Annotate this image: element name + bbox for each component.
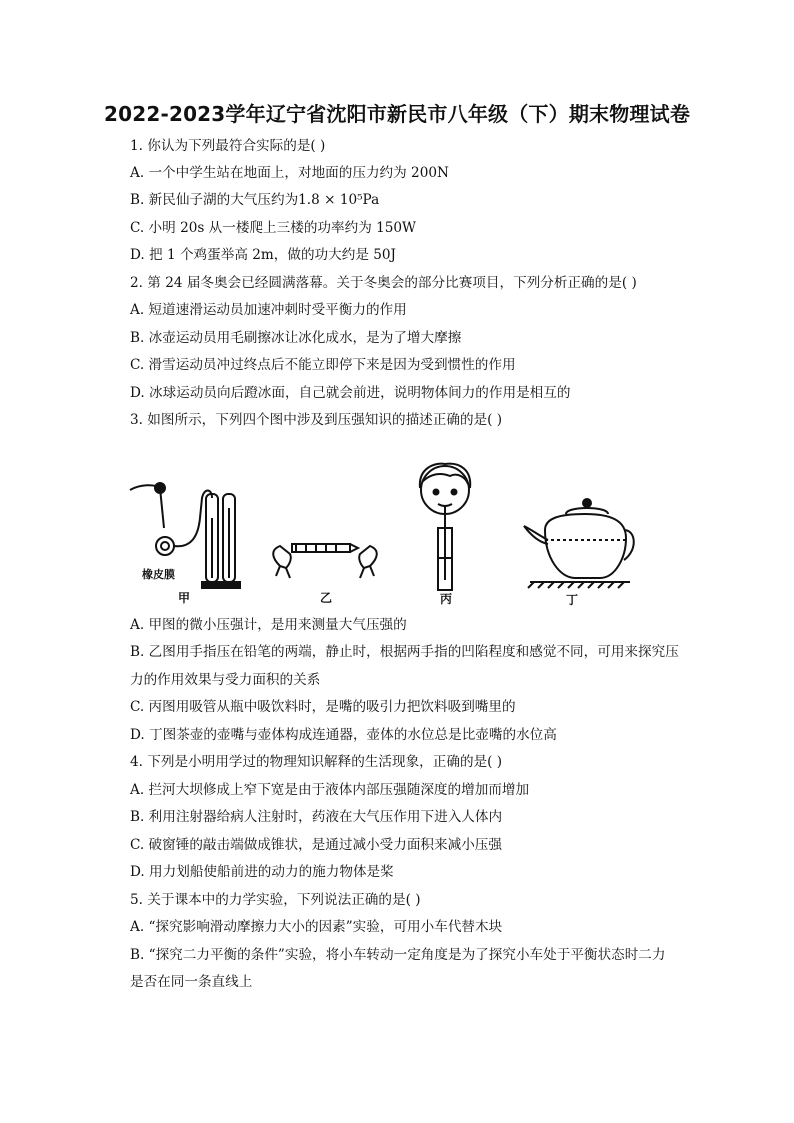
label-bing: 丙 [440, 592, 453, 606]
page-title: 2022-2023学年辽宁省沈阳市新民市八年级（下）期末物理试卷 [103, 102, 691, 126]
q2-option-c: C. 滑雪运动员冲过终点后不能立即停下来是因为受到惯性的作用 [130, 357, 516, 373]
q4-option-b: B. 利用注射器给病人注射时，药液在大气压作用下进入人体内 [130, 809, 503, 825]
q1-option-d: D. 把 1 个鸡蛋举高 2m，做的功大约是 50J [130, 247, 396, 263]
q1-option-a: A. 一个中学生站在地面上，对地面的压力约为 200N [130, 165, 449, 181]
q2-option-d: D. 冰球运动员向后蹬冰面，自己就会前进，说明物体间力的作用是相互的 [130, 385, 571, 401]
q3-option-b: B. 乙图用手指压在铅笔的两端，静止时，根据两手指的凹陷程度和感觉不同，可用来探究压 [130, 644, 679, 660]
q3-option-c: C. 丙图用吸管从瓶中吸饮料时，是嘴的吸引力把饮料吸到嘴里的 [130, 699, 516, 715]
q5-option-b-cont: 是否在同一条直线上 [130, 974, 253, 990]
question-3: 3. 如图所示，下列四个图中涉及到压强知识的描述正确的是( ) [130, 412, 503, 428]
q1-option-b: B. 新民仙子湖的大气压约为1.8 × 10⁵Pa [130, 192, 380, 208]
question-5: 5. 关于课本中的力学实验，下列说法正确的是( ) [130, 892, 421, 908]
q5-option-a: A. “探究影响滑动摩擦力大小的因素”实验，可用小车代替木块 [130, 919, 503, 935]
label-ding: 丁 [566, 593, 579, 607]
question-1: 1. 你认为下列最符合实际的是( ) [130, 138, 326, 154]
q3-option-d: D. 丁图茶壶的壶嘴与壶体构成连通器，壶体的水位总是比壶嘴的水位高 [130, 727, 557, 743]
q4-option-c: C. 破窗锤的敲击端做成锥状，是通过减小受力面积来减小压强 [130, 837, 502, 853]
figure-pressure [120, 458, 640, 608]
q3-option-b-cont: 力的作用效果与受力面积的关系 [130, 672, 321, 688]
label-yi: 乙 [320, 591, 333, 605]
figure-jia [120, 458, 640, 608]
q2-option-a: A. 短道速滑运动员加速冲刺时受平衡力的作用 [130, 302, 407, 318]
label-rubber-membrane: 橡皮膜 [142, 568, 175, 581]
q2-option-b: B. 冰壶运动员用毛刷擦冰让冰化成水，是为了增大摩擦 [130, 330, 462, 346]
question-2: 2. 第 24 届冬奥会已经圆满落幕。关于冬奥会的部分比赛项目，下列分析正确的是( ) [130, 275, 637, 291]
q3-option-a: A. 甲图的微小压强计，是用来测量大气压强的 [130, 617, 407, 633]
q4-option-a: A. 拦河大坝修成上窄下宽是由于液体内部压强随深度的增加而增加 [130, 782, 530, 798]
question-4: 4. 下列是小明用学过的物理知识解释的生活现象，正确的是( ) [130, 754, 503, 770]
label-jia: 甲 [178, 591, 191, 605]
q1-option-c: C. 小明 20s 从一楼爬上三楼的功率约为 150W [130, 220, 417, 236]
q5-option-b: B. “探究二力平衡的条件”实验，将小车转动一定角度是为了探究小车处于平衡状态时二力 [130, 947, 666, 963]
q4-option-d: D. 用力划船使船前进的动力的施力物体是桨 [130, 864, 394, 880]
